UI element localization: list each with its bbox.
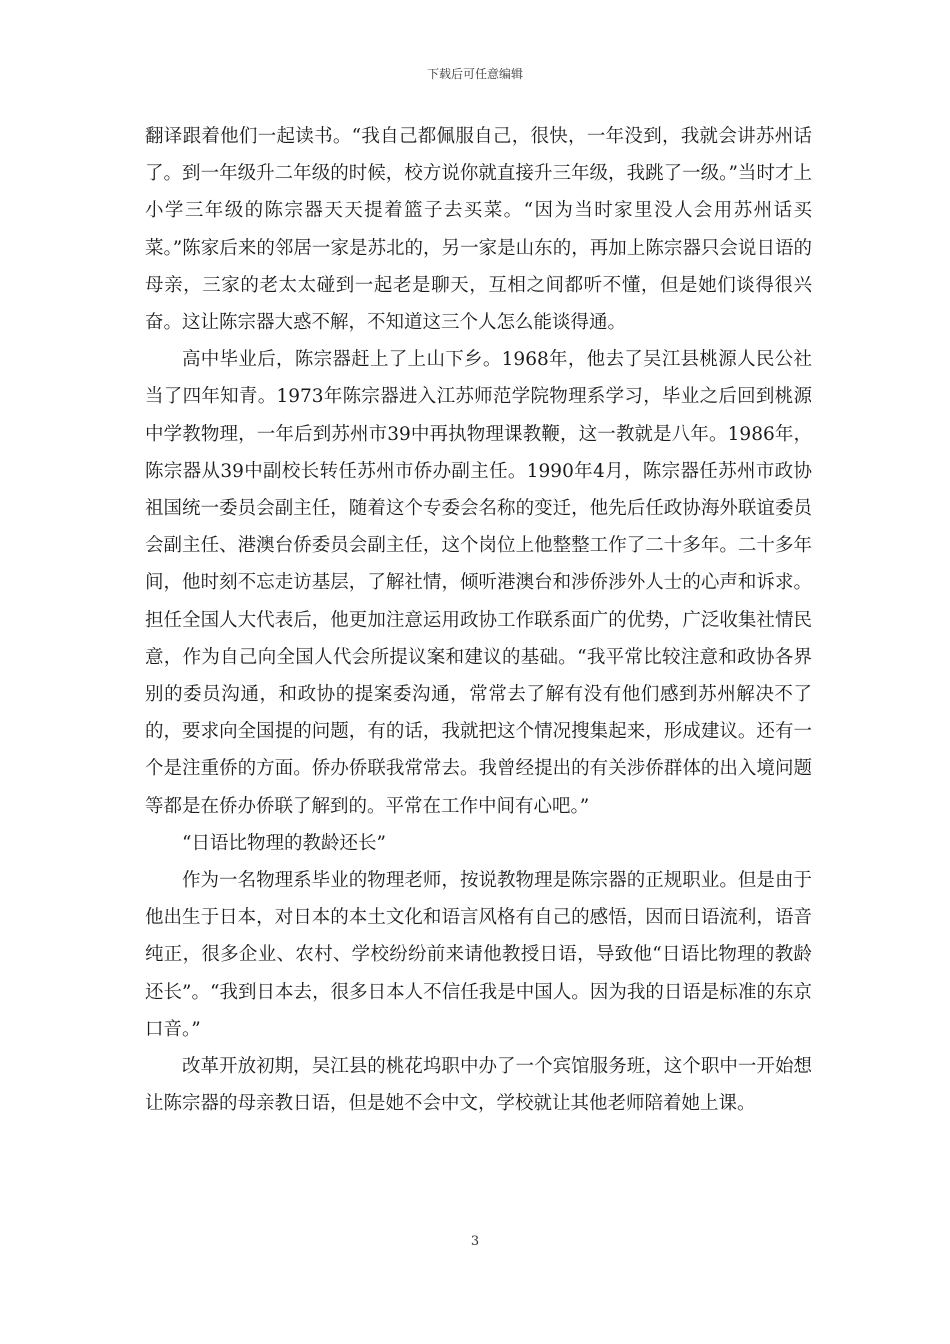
page-number: 3 <box>470 1234 480 1249</box>
paragraph-4: 改革开放初期，吴江县的桃花坞职中办了一个宾馆服务班，这个职中一开始想让陈宗器的母亲教日语，但是她不会中文，学校就让其他老师陪着她上课。 <box>145 1056 812 1115</box>
section-heading: “日语比物理的教龄还长” <box>182 832 386 854</box>
document-body <box>145 118 812 1122</box>
page-header: 下载后可任意编辑 <box>426 67 523 81</box>
paragraph-2: 高中毕业后，陈宗器赶上了上山下乡。1968年，他去了吴江县桃源人民公社当了四年知青。1973年陈宗器进入江苏师范学院物理系学习，毕业之后回到桃源中学教物理，一年后到苏州市39中再执物理课教鞭，这一教就是八年。1986年，陈宗器从39中副校长转任苏州市侨办副主任。1990年4月，陈宗器任苏州市政协祖国统一委员会副主任，随着这个专委会名称的变迁，他先后任政协海外联谊委员会副主任、港澳台侨委员会副主任，这个岗位上他整整工作了二十多年。二十多年间，他时刻不忘走访基层，了解社情，倾听港澳台和涉侨涉外人士的心声和诉求。担任全国人大代表后，他更加注意运用政协工作联系面广的优势，广泛收集社情民意，作为自己向全国人代会所提议案和建议的基础。“我平常比较注意和政协各界别的委员沟通，和政协的提案委沟通，常常去了解有没有他们感到苏州解决不了的，要求向全国提的问题，有的话，我就把这个情况搜集起来，形成建议。还有一个是注重侨的方面。侨办侨联我常常去。我曾经提出的有关涉侨群体的出入境问题等都是在侨办侨联了解到的。平常在工作中间有心吧。” <box>145 349 812 817</box>
paragraph-3: 作为一名物理系毕业的物理老师，按说教物理是陈宗器的正规职业。但是由于他出生于日本，对日本的本土文化和语言风格有自己的感悟，因而日语流利，语音纯正，很多企业、农村、学校纷纷前来请他教授日语，导致他“日语比物理的教龄还长”。“我到日本去，很多日本人不信任我是中国人。因为我的日语是标准的东京口音。” <box>145 870 812 1040</box>
paragraph-1: 翻译跟着他们一起读书。“我自己都佩服自己，很快，一年没到，我就会讲苏州话了。到一年级升二年级的时候，校方说你就直接升三年级，我跳了一级。”当时才上小学三年级的陈宗器天天提着篮子去买菜。“因为当时家里没人会用苏州话买菜。”陈家后来的邻居一家是苏北的，另一家是山东的，再加上陈宗器只会说日语的母亲，三家的老太太碰到一起老是聊天，互相之间都听不懂，但是她们谈得很兴奋。这让陈宗器大惑不解，不知道这三个人怎么能谈得通。 <box>145 126 812 334</box>
